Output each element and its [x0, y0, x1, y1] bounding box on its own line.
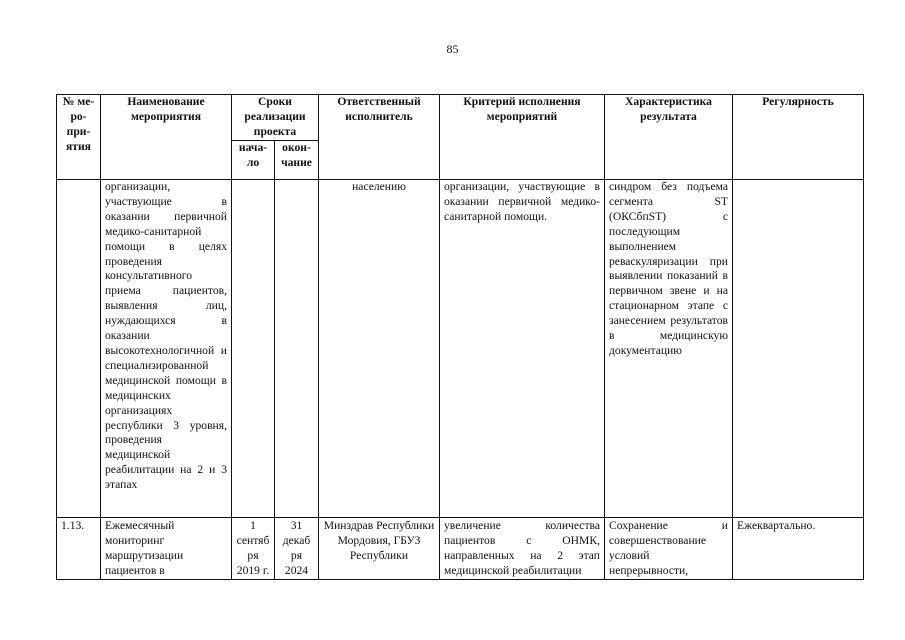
- table-header-row: [57, 95, 864, 141]
- cell-start: [232, 180, 275, 518]
- cell-end: [275, 180, 319, 518]
- cell-start: 1 сентяб ря 2019 г.: [232, 518, 275, 580]
- header-executor: Ответственный исполнитель: [319, 95, 440, 180]
- cell-name: организации, участвующие в оказании первичной медико-санитарной помощи в целях проведения консультативного приема пациентов, выявления лиц, нуждающихся в оказании высокотехнологичной и специализированной медицинской помощи в медицинских организациях республики 3 уровня, проведения медицинской реабилитации на 2 и 3 этапах: [101, 180, 232, 518]
- cell-executor: населению: [319, 180, 440, 518]
- cell-name: Ежемесячный мониторинг маршрутизации пациентов в: [101, 518, 232, 580]
- header-timeframe: Сроки реализации проекта: [232, 95, 319, 141]
- header-regularity: Регулярность: [733, 95, 864, 180]
- cell-executor: Минздрав Республики Мордовия, ГБУЗ Республики: [319, 518, 440, 580]
- cell-criterion: увеличение количества пациентов с ОНМК, направленных на 2 этап медицинской реабилитации: [440, 518, 605, 580]
- header-num: № ме-ро-при-ятия: [57, 95, 101, 180]
- cell-num: [57, 180, 101, 518]
- cell-num: 1.13.: [57, 518, 101, 580]
- cell-regularity: Ежеквартально.: [733, 518, 864, 580]
- cell-result: синдром без подъема сегмента ST (ОКСбпST) с последующим выполнением реваскуляризации при выявлении показаний в первичном звене и на стационарном этапе с занесением результатов в медицинскую документацию: [605, 180, 733, 518]
- page-number: 85: [446, 42, 459, 56]
- header-end: окон-чание: [275, 140, 319, 179]
- table-row: [57, 518, 864, 580]
- table-row: [57, 180, 864, 518]
- cell-end: 31 декаб ря 2024: [275, 518, 319, 580]
- header-criterion: Критерий исполнения мероприятий: [440, 95, 605, 180]
- cell-criterion: организации, участвующие в оказании первичной медико-санитарной помощи.: [440, 180, 605, 518]
- cell-regularity: [733, 180, 864, 518]
- cell-result: Сохранение и совершенствование условий непрерывности,: [605, 518, 733, 580]
- header-name: Наименование мероприятия: [101, 95, 232, 180]
- header-result: Характеристика результата: [605, 95, 733, 180]
- header-start: нача-ло: [232, 140, 275, 179]
- measures-table: [56, 94, 864, 580]
